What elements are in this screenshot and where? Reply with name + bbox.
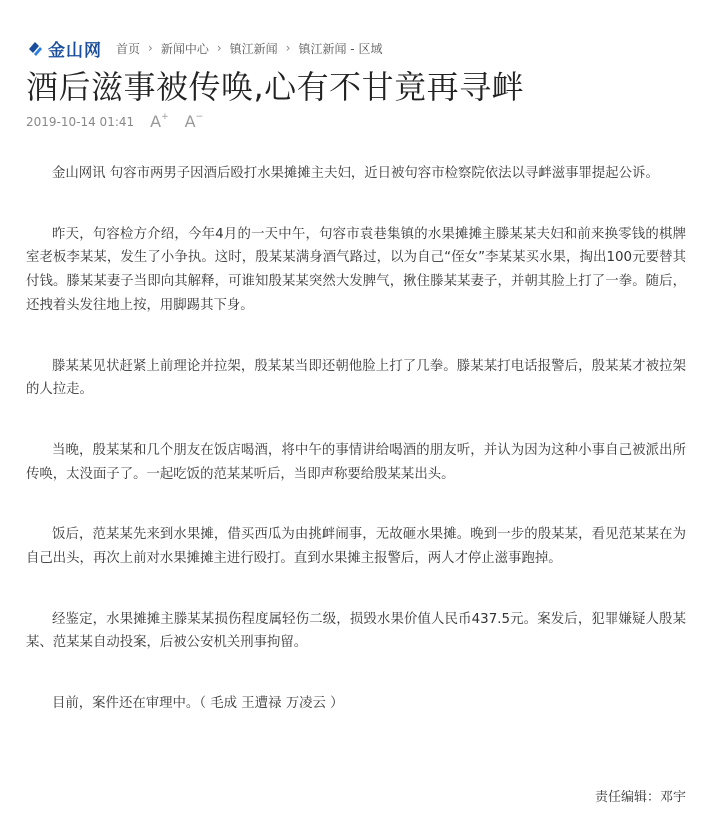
chevron-right-icon: › (148, 41, 153, 55)
top-bar (26, 37, 382, 59)
chevron-right-icon: › (285, 41, 291, 55)
article-body (26, 162, 686, 753)
breadcrumb-zhenjiang-news[interactable]: 镇江新闻 (229, 41, 278, 56)
article-paragraph: 昨天，句容检方介绍，今年4月的一天中午，句容市袁巷集镇的水果摊摊主滕某某夫妇和前来换零钱的棋牌室老板李某某，发生了小争执。这时，殷某某满身酒气路过，以为自己“侄女”李某某买水果，掏出100元要替其付钱。滕某某妻子当即向其解释，可谁知殷某某突然大发脾气，揪住滕某某妻子，并朝其脸上打了一拳。随后，还拽着头发往地上按，用脚踢其下身。 (26, 226, 686, 313)
article-paragraph: 滕某某见状赶紧上前理论并拉架，殷某某当即还朝他脸上打了几拳。滕某某打电话报警后，殷某某才被拉架的人拉走。 (26, 358, 686, 398)
font-decrease-button[interactable]: A− (184, 111, 204, 131)
breadcrumb-home[interactable]: 首页 (116, 41, 141, 56)
article-title: 酒后滋事被传唤,心有不甘竟再寻衅 (26, 68, 525, 106)
article-paragraph: 当晚，殷某某和几个朋友在饭店喝酒，将中午的事情讲给喝酒的朋友听，并认为因为这种小事自己被派出所传唤，太没面子了。一起吃饭的范某某听后，当即声称要给殷某某出头。 (26, 442, 686, 482)
article-paragraph: 经鉴定，水果摊摊主滕某某损伤程度属轻伤二级，损毁水果价值人民币437.5元。案发后，犯罪嫌疑人殷某某、范某某自动投案，后被公安机关刑事拘留。 (26, 611, 686, 651)
responsible-editor: 责任编辑：邓宇 (594, 790, 686, 805)
publish-datetime: 2019-10-14 01:41 (26, 114, 135, 129)
article-paragraph: 目前，案件还在审理中。（ 毛成 王遭禄 万凌云 ） (52, 696, 344, 712)
minus-icon: − (195, 111, 204, 122)
article-paragraph: 金山网讯 句容市两男子因酒后殴打水果摊摊主夫妇，近日被句容市检察院依法以寻衅滋事罪提起公诉。 (52, 166, 659, 181)
site-logo[interactable] (26, 36, 102, 61)
chevron-right-icon: › (216, 41, 222, 55)
article-paragraph: 饭后，范某某先来到水果摊，借买西瓜为由挑衅闹事，无故砸水果摊。晚到一步的殷某某，看见范某某在为自己出头，再次上前对水果摊摊主进行殴打。直到水果摊主报警后，两人才停止滋事跑掉。 (26, 527, 686, 567)
logo-text: 金山网 (48, 40, 102, 61)
font-increase-button[interactable]: A+ (150, 111, 169, 131)
kingsoft-logo-icon (26, 39, 44, 57)
plus-icon: + (161, 111, 169, 122)
breadcrumb (116, 40, 382, 57)
breadcrumb-zhenjiang-region[interactable]: 镇江新闻 - 区域 (298, 41, 383, 56)
article-meta (26, 112, 203, 131)
breadcrumb-news-center[interactable]: 新闻中心 (160, 41, 209, 56)
